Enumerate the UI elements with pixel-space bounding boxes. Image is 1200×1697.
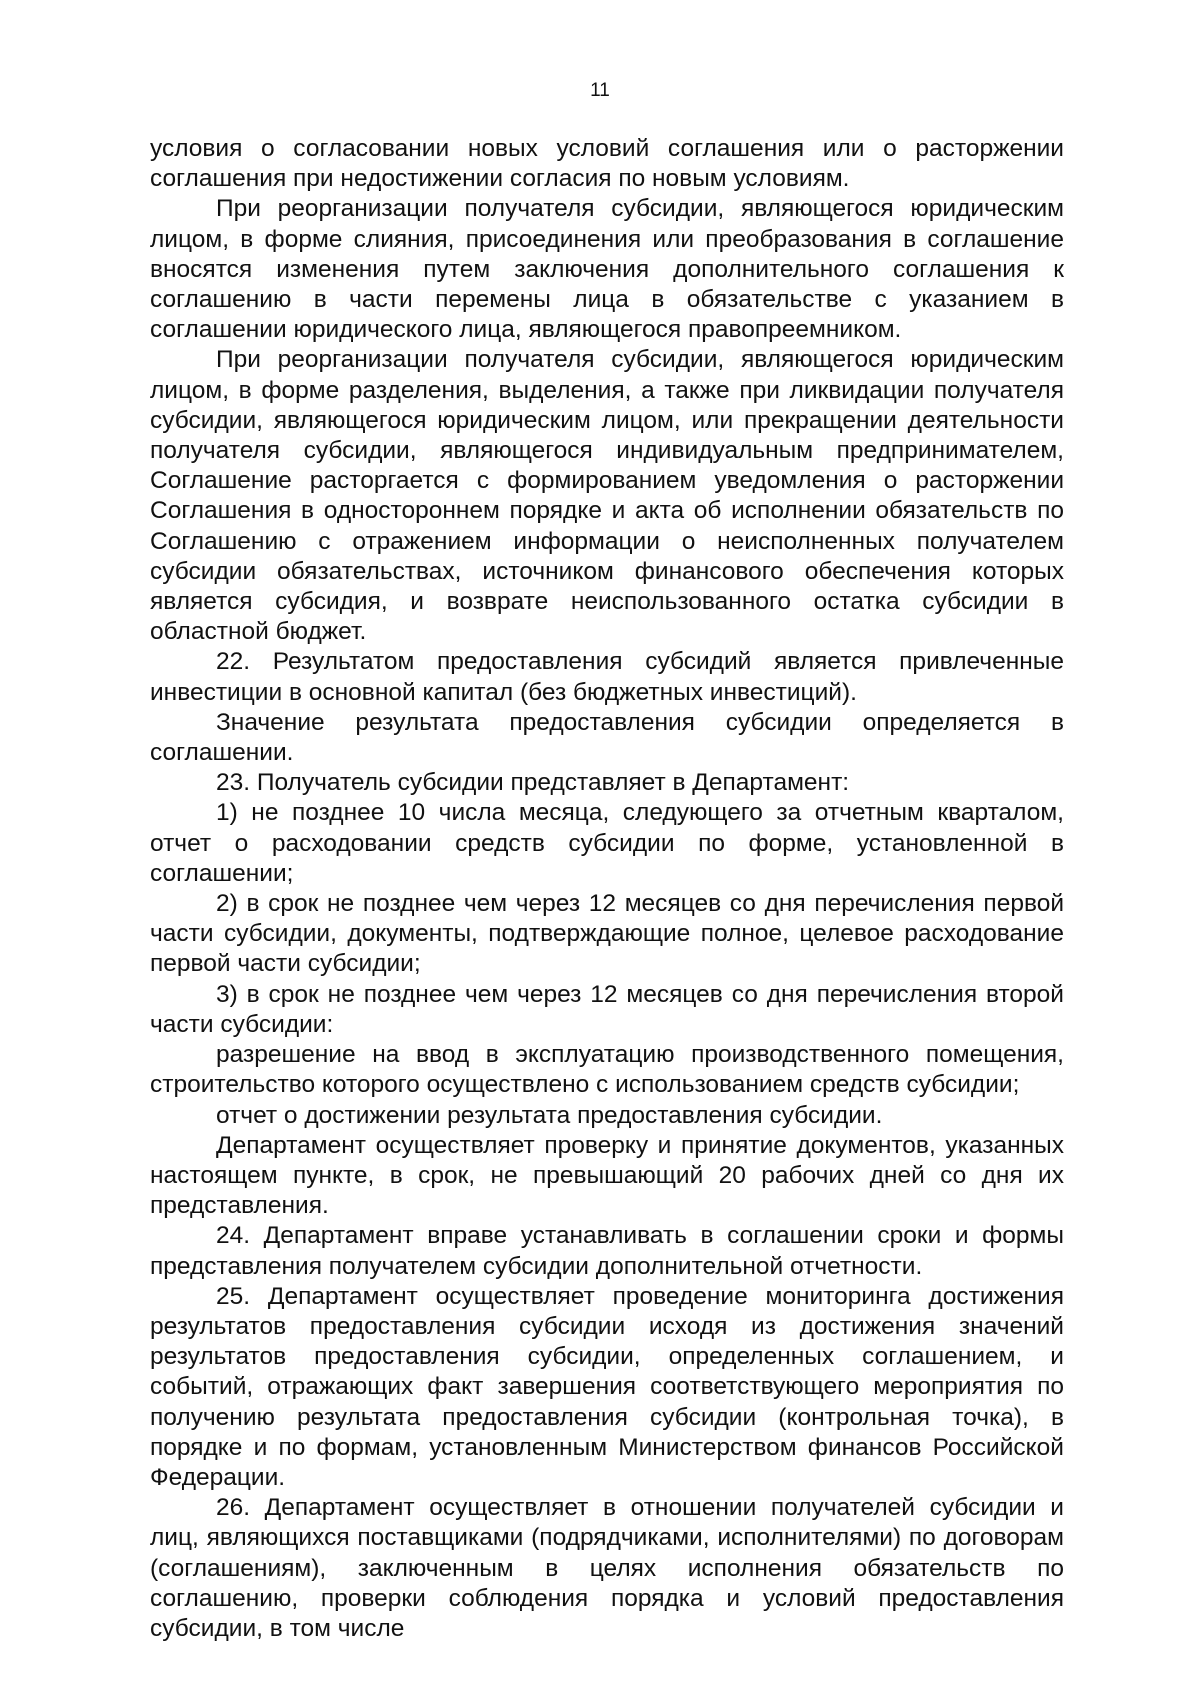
paragraph-23-item-1: 1) не позднее 10 числа месяца, следующего за отчетным кварталом, отчет о расходовании средств субсидии по форме, установленной в соглашении; [150,799,1064,887]
paragraph-23-item-3: 3) в срок не позднее чем через 12 месяцев со дня перечисления второй части субсидии: [150,980,1064,1038]
paragraph-25: 25. Департамент осуществляет проведение мониторинга достижения результатов предоставления субсидии исходя из достижения значений результатов предоставления субсидии, определенных соглашением, и событий, отражающих факт завершения соответствующего мероприятия по получению результата предоставления субсидии (контрольная точка), в порядке и по формам, установленным Министерством финансов Российской Федерации. [150,1282,1064,1491]
paragraph-reorganization-division: При реорганизации получателя субсидии, являющегося юридическим лицом, в форме разделения, выделения, а также при ликвидации получателя субсидии, являющегося юридическим лицом, или прекращении деятельности получателя субсидии, являющегося индивидуальным предпринимателем, Соглашение расторгается с формированием уведомления о расторжении Соглашения в одностороннем порядке и акта об исполнении обязательств по Соглашению с отражением информации о неисполненных получателем субсидии обязательствах, источником финансового обеспечения которых является субсидия, и возврате неиспользованного остатка субсидии в областной бюджет. [150,346,1064,646]
paragraph-result-value: Значение результата предоставления субсидии определяется в соглашении. [150,708,1064,767]
paragraph-23: 23. Получатель субсидии представляет в Департамент: [216,769,850,797]
paragraph-reorganization-merger: При реорганизации получателя субсидии, являющегося юридическим лицом, в форме слияния, присоединения или преобразования в соглашение вносятся изменения путем заключения дополнительного соглашения к соглашению в части перемены лица в обязательстве с указанием в соглашении юридического лица, являющегося правопреемником. [150,195,1064,344]
document-body [150,134,1064,1644]
paragraph-department-check: Департамент осуществляет проверку и принятие документов, указанных настоящем пункте, в срок, не превышающий 20 рабочих дней со дня их представления. [150,1131,1064,1220]
paragraph-23-item-2: 2) в срок не позднее чем через 12 месяцев со дня перечисления первой части субсидии, документы, подтверждающие полное, целевое расходование первой части субсидии; [150,890,1064,978]
paragraph-continuation: условия о согласовании новых условий соглашения или о расторжении соглашения при недостижении согласия по новым условиям. [150,135,1064,193]
paragraph-result-report: отчет о достижении результата предоставления субсидии. [216,1101,883,1129]
page-number: 11 [590,80,610,101]
paragraph-26: 26. Департамент осуществляет в отношении получателей субсидии и лиц, являющихся поставщиками (подрядчиками, исполнителями) по договорам (соглашениям), заключенным в целях исполнения обязательств по соглашению, проверки соблюдения порядка и условий предоставления субсидии, в том числе [150,1494,1064,1642]
paragraph-22: 22. Результатом предоставления субсидий является привлеченные инвестиции в основной капитал (без бюджетных инвестиций). [150,648,1064,706]
paragraph-24: 24. Департамент вправе устанавливать в соглашении сроки и формы представления получателем субсидии дополнительной отчетности. [150,1222,1064,1280]
paragraph-permit: разрешение на ввод в эксплуатацию производственного помещения, строительство которого осуществлено с использованием средств субсидии; [150,1041,1064,1099]
